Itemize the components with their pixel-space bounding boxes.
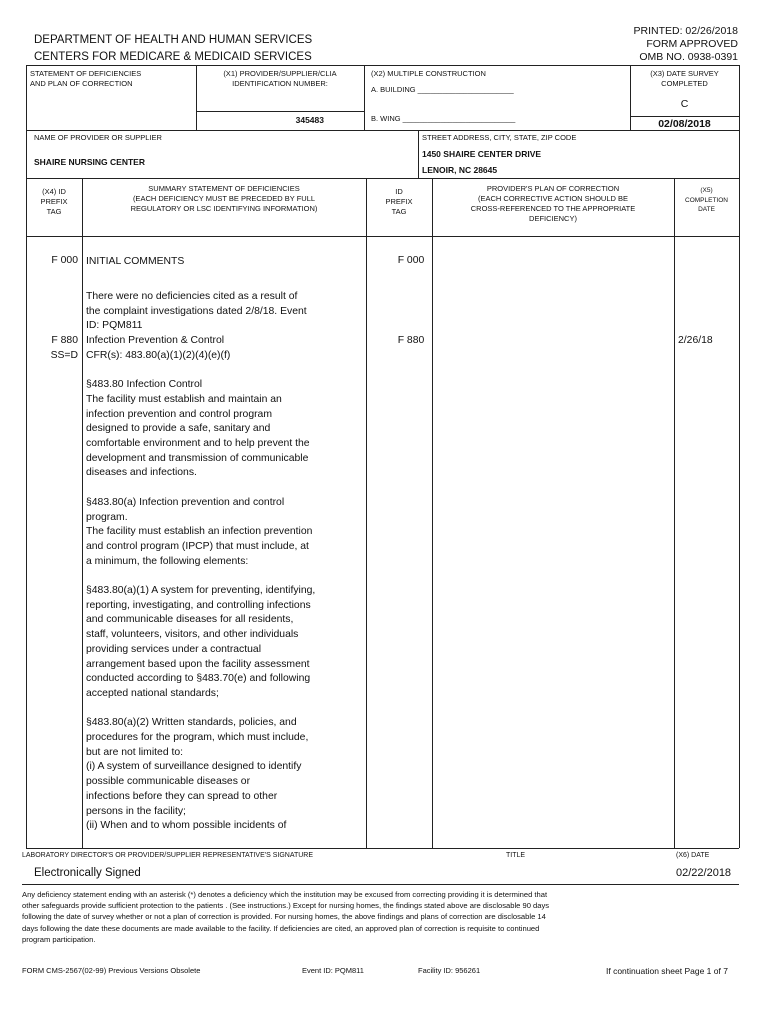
address-label: STREET ADDRESS, CITY, STATE, ZIP CODE (422, 133, 577, 142)
body-line: staff, volunteers, visitors, and other individuals (86, 629, 299, 641)
body-line: conducted according to §483.70(e) and following (86, 673, 311, 685)
body-line: Infection Prevention & Control (86, 335, 225, 347)
body-line: program. (86, 511, 128, 523)
body-line: ID: PQM811 (86, 320, 143, 332)
statement-label: STATEMENT OF DEFICIENCIES AND PLAN OF CORRECTION (30, 69, 142, 88)
body-line: infection prevention and control program (86, 408, 272, 420)
body-line: procedures for the program, which must include, (86, 732, 309, 743)
facility-id: Facility ID: 956261 (418, 966, 481, 975)
completion-column-header: (X5) COMPLETION DATE (685, 187, 728, 213)
signature-value: Electronically Signed (34, 867, 141, 879)
survey-date: 02/08/2018 (658, 118, 711, 130)
provider-name-label: NAME OF PROVIDER OR SUPPLIER (34, 133, 162, 142)
tag-f000-right: F 000 (397, 255, 425, 266)
x4-column-header: (X4) ID PREFIX TAG (40, 187, 68, 216)
event-id: Event ID: PQM811 (302, 966, 364, 975)
body-line: and control program (IPCP) that must include, at (86, 540, 309, 552)
body-line: §483.80 Infection Control (86, 379, 203, 391)
plan-column-header: PROVIDER'S PLAN OF CORRECTION (EACH CORRECTIVE ACTION SHOULD BE CROSS-REFERENCED TO THE APPROPRIATE DEFICIENCY) (470, 184, 636, 223)
body-line: §483.80(a)(1) A system for preventing, identifying, (86, 585, 316, 596)
body-line: There were no deficiencies cited as a result of (86, 291, 298, 302)
tag-f000-left: F 000 (51, 255, 78, 266)
summary-column-header: SUMMARY STATEMENT OF DEFICIENCIES (EACH DEFICIENCY MUST BE PRECEDED BY FULL REGULATORY OR LSC IDENTIFYING INFORMATION) (130, 184, 318, 213)
body-line: arrangement based upon the facility assessment (86, 658, 310, 670)
body-line: comfortable environment and to help prevent the (86, 438, 310, 449)
disclaimer: Any deficiency statement ending with an asterisk (*) denotes a deficiency which the institution may be excused from correcting providing it is determined that other safeguards provide sufficient protection to the patients . (See instructions.) Except for nursing homes, the findings stated above are disclosable 90 days following the date of survey whether or not a plan of correction is provided. For nursing homes, the above findings and plans of correction are disclosable 14 days following the date these documents are made available to the facility. If deficiencies are cited, an approved plan of correction is requisite to continued program participation. (22, 890, 550, 944)
printed-date: PRINTED: 02/26/2018 (633, 25, 738, 37)
multiple-construction-label: (X2) MULTIPLE CONSTRUCTION (371, 69, 486, 78)
title-label: TITLE (506, 852, 526, 859)
provider-id-number: 345483 (295, 115, 324, 125)
tag-f880-left: F 880 (51, 335, 78, 346)
survey-code: C (680, 98, 689, 110)
body-line: reporting, investigating, and controlling infections (86, 599, 311, 611)
page-indicator: If continuation sheet Page 1 of 7 (606, 966, 728, 976)
body-line: but are not limited to: (86, 746, 184, 758)
body-line: §483.80(a) Infection prevention and control (86, 496, 285, 508)
body-line: The facility must establish and maintain an (86, 393, 282, 405)
address-city: LENOIR, NC 28645 (422, 165, 498, 175)
provider-id-label: (X1) PROVIDER/SUPPLIER/CLIA IDENTIFICATION NUMBER: (223, 69, 337, 88)
provider-name: SHAIRE NURSING CENTER (34, 157, 145, 167)
body-line: accepted national standards; (86, 687, 219, 699)
wing-field: B. WING ___________________________ (371, 114, 516, 123)
survey-date-label: (X3) DATE SURVEY COMPLETED (650, 69, 719, 88)
body-line: designed to provide a safe, sanitary and (86, 423, 271, 435)
body-line: The facility must establish an infection prevention (86, 526, 313, 538)
body-line: the complaint investigations dated 2/8/18. Event (86, 305, 307, 317)
body-line: providing services under a contractual (86, 643, 262, 655)
body-line: possible communicable diseases or (86, 776, 251, 788)
body-line: §483.80(a)(2) Written standards, policies, and (86, 717, 297, 729)
department-title: DEPARTMENT OF HEALTH AND HUMAN SERVICES (34, 34, 313, 46)
signature-date: 02/22/2018 (676, 867, 732, 879)
tag-f880-right: F 880 (397, 335, 425, 346)
body-line: and communicable diseases for all residents, (86, 614, 294, 626)
body-line: (i) A system of surveillance designed to identify (86, 761, 302, 773)
date-label: (X6) DATE (676, 852, 710, 859)
body-line: diseases and infections. (86, 467, 197, 479)
signature-label: LABORATORY DIRECTOR'S OR PROVIDER/SUPPLIER REPRESENTATIVE'S SIGNATURE (22, 852, 314, 859)
body-line: CFR(s): 483.80(a)(1)(2)(4)(e)(f) (86, 349, 231, 361)
address-street: 1450 SHAIRE CENTER DRIVE (422, 149, 542, 159)
omb-number: OMB NO. 0938-0391 (639, 51, 738, 63)
body-line: infections before they can spread to other (86, 790, 278, 802)
id-column-header: ID PREFIX TAG (385, 187, 413, 216)
form-approved: FORM APPROVED (646, 38, 738, 50)
completion-date: 2/26/18 (678, 335, 713, 346)
scope-severity: SS=D (50, 350, 78, 361)
building-field: A. BUILDING _______________________ (371, 85, 514, 94)
body-line: a minimum, the following elements: (86, 555, 249, 567)
agency-title: CENTERS FOR MEDICARE & MEDICAID SERVICES (34, 51, 312, 63)
body-line: persons in the facility; (86, 805, 186, 817)
body-line: (ii) When and to whom possible incidents of (86, 820, 287, 832)
body-line: INITIAL COMMENTS (86, 256, 185, 267)
body-line: development and transmission of communicable (86, 452, 309, 464)
form-number: FORM CMS-2567(02-99) Previous Versions Obsolete (22, 966, 201, 975)
